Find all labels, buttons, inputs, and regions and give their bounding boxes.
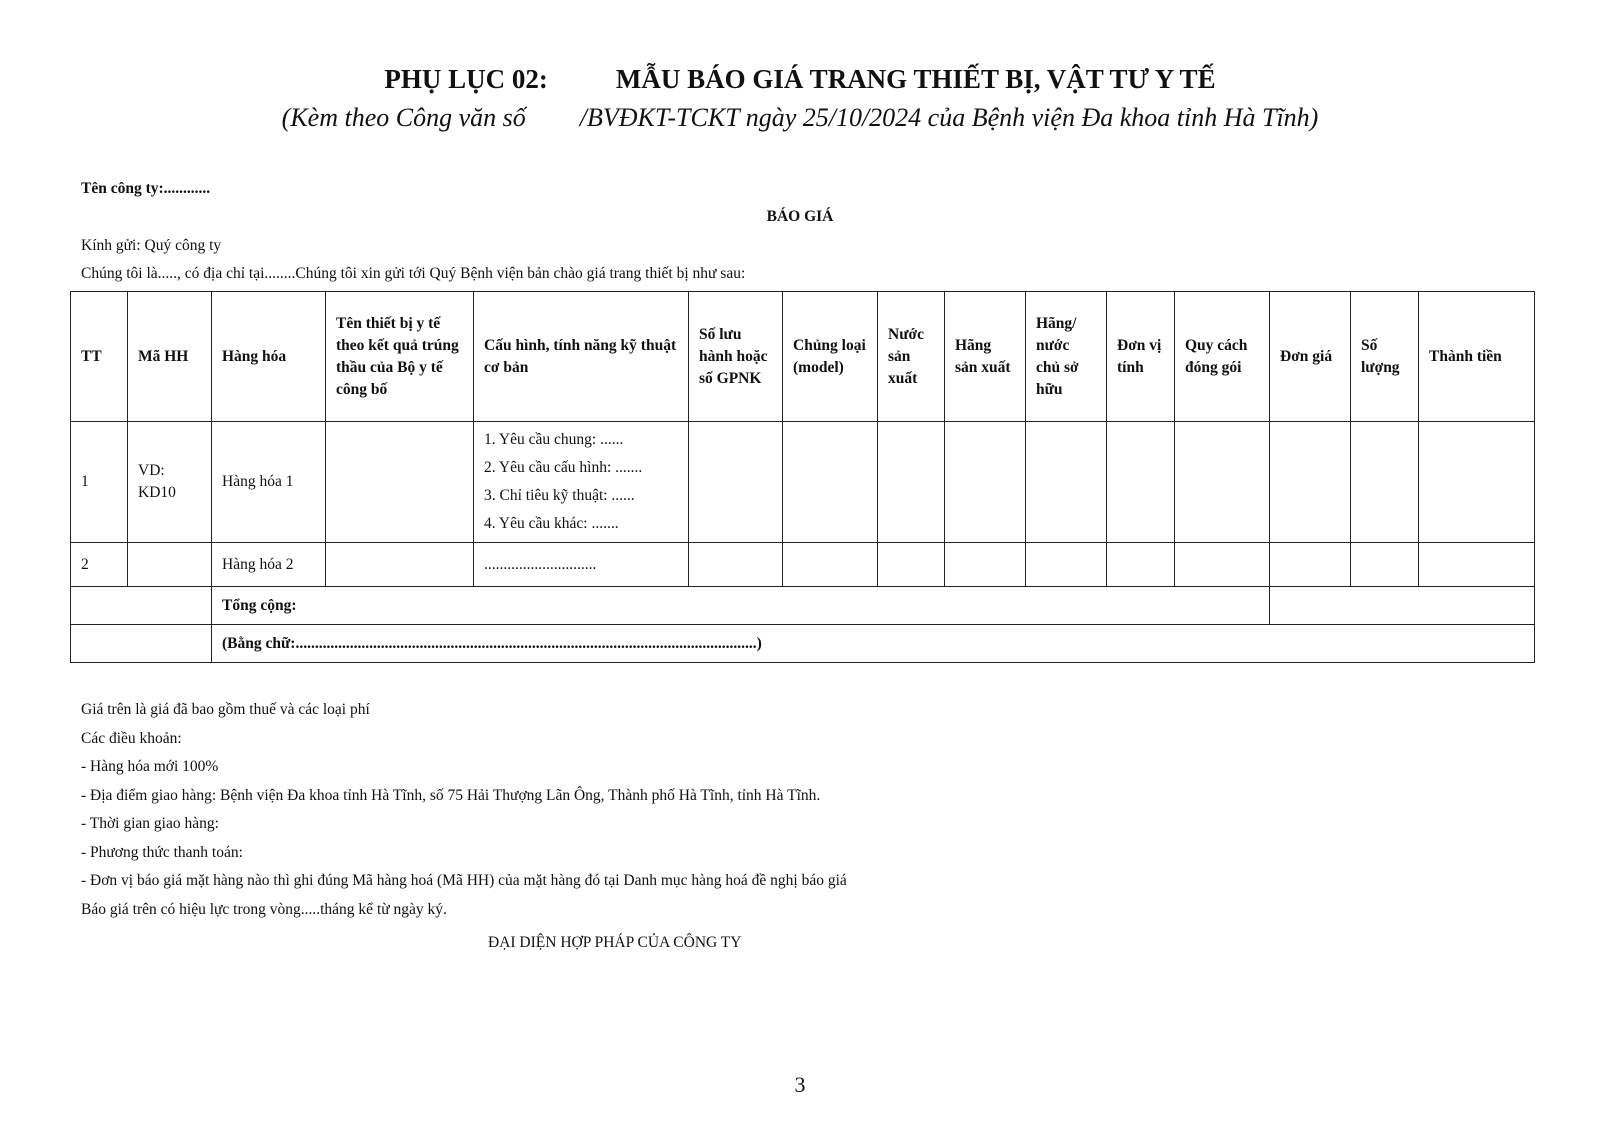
note-delivery-place: - Địa điểm giao hàng: Bệnh viện Đa khoa tỉnh Hà Tĩnh, số 75 Hải Thượng Lãn Ông, Thành phố Hà Tĩnh, tỉnh Hà Tĩnh.	[81, 787, 821, 804]
cell-item: Hàng hóa 1	[212, 422, 326, 543]
note-item-code: - Đơn vị báo giá mặt hàng nào thì ghi đúng Mã hàng hoá (Mã HH) của mặt hàng đó tại Danh mục hàng hoá đề nghị báo giá	[81, 872, 847, 889]
document-subtitle	[0, 103, 1600, 133]
requirement-general: 1. Yêu cầu chung: ......	[484, 431, 624, 448]
cell-owner	[1026, 543, 1107, 587]
cell-packaging	[1175, 422, 1270, 543]
cell-code	[128, 543, 212, 587]
cell-country	[878, 543, 945, 587]
header-item: Hàng hóa	[212, 292, 326, 422]
header-country: Nước sản xuất	[878, 292, 945, 422]
header-unit-price: Đơn giá	[1270, 292, 1351, 422]
cell-license	[689, 422, 783, 543]
greeting: Kính gửi: Quý công ty	[81, 237, 222, 254]
intro-text: Chúng tôi là....., có địa chỉ tại........Chúng tôi xin gửi tới Quý Bệnh viện bản chào giá trang thiết bị như sau:	[81, 265, 746, 282]
cell-license	[689, 543, 783, 587]
note-terms-heading: Các điều khoản:	[81, 730, 182, 747]
cell-device-name	[326, 422, 474, 543]
cell-amount	[1419, 543, 1535, 587]
cell-quantity	[1351, 422, 1419, 543]
header-owner: Hãng/ nước chủ sở hữu	[1026, 292, 1107, 422]
cell-country	[878, 422, 945, 543]
header-amount: Thành tiền	[1419, 292, 1535, 422]
header-manufacturer: Hãng sản xuất	[945, 292, 1026, 422]
table-header-row	[71, 292, 1535, 422]
cell-code: VD: KD10	[128, 422, 212, 543]
header-model: Chủng loại (model)	[783, 292, 878, 422]
in-words-blank-cell	[71, 625, 212, 663]
appendix-label: PHỤ LỤC 02:	[384, 64, 548, 94]
cell-packaging	[1175, 543, 1270, 587]
cell-specs: .............................	[474, 543, 689, 587]
quote-heading: BÁO GIÁ	[766, 208, 834, 225]
cell-owner	[1026, 422, 1107, 543]
header-device-name: Tên thiết bị y tế theo kết quả trúng thầu của Bộ y tế công bố	[326, 292, 474, 422]
cell-amount	[1419, 422, 1535, 543]
total-row	[71, 587, 1535, 625]
in-words-text: (Bằng chữ:.......................................................................................................................)	[212, 625, 1535, 663]
cell-model	[783, 543, 878, 587]
total-blank-cell	[71, 587, 212, 625]
header-packaging: Quy cách đóng gói	[1175, 292, 1270, 422]
cell-model	[783, 422, 878, 543]
note-delivery-time: - Thời gian giao hàng:	[81, 815, 219, 832]
form-title: MẪU BÁO GIÁ TRANG THIẾT BỊ, VẬT TƯ Y TẾ	[615, 64, 1216, 94]
table-row	[71, 543, 1535, 587]
note-price-includes-tax: Giá trên là giá đã bao gồm thuế và các loại phí	[81, 701, 370, 718]
header-tt: TT	[71, 292, 128, 422]
cell-unit	[1107, 543, 1175, 587]
requirement-config: 2. Yêu cầu cấu hình: .......	[484, 459, 643, 476]
note-payment-method: - Phương thức thanh toán:	[81, 844, 243, 861]
cell-quantity	[1351, 543, 1419, 587]
cell-manufacturer	[945, 543, 1026, 587]
header-license: Số lưu hành hoặc số GPNK	[689, 292, 783, 422]
subtitle-part-1: (Kèm theo Công văn số	[281, 103, 526, 132]
cell-unit-price	[1270, 543, 1351, 587]
note-new-goods: - Hàng hóa mới 100%	[81, 758, 219, 775]
cell-unit	[1107, 422, 1175, 543]
requirement-technical: 3. Chỉ tiêu kỹ thuật: ......	[484, 487, 635, 504]
cell-device-name	[326, 543, 474, 587]
company-name: Tên công ty:............	[81, 180, 211, 197]
cell-specs	[474, 422, 689, 543]
subtitle-part-2: /BVĐKT-TCKT ngày 25/10/2024 của Bệnh viện Đa khoa tỉnh Hà Tĩnh)	[579, 103, 1319, 132]
header-code: Mã HH	[128, 292, 212, 422]
total-label: Tổng cộng:	[212, 587, 1270, 625]
table-row	[71, 422, 1535, 543]
cell-item: Hàng hóa 2	[212, 543, 326, 587]
note-validity: Báo giá trên có hiệu lực trong vòng.....tháng kể từ ngày ký.	[81, 901, 447, 918]
cell-tt: 1	[71, 422, 128, 543]
header-unit: Đơn vị tính	[1107, 292, 1175, 422]
cell-unit-price	[1270, 422, 1351, 543]
document-title	[0, 64, 1600, 95]
header-specs: Cấu hình, tính năng kỹ thuật cơ bản	[474, 292, 689, 422]
header-quantity: Số lượng	[1351, 292, 1419, 422]
page-number: 3	[794, 1072, 806, 1097]
cell-manufacturer	[945, 422, 1026, 543]
total-amount-cell	[1270, 587, 1535, 625]
requirement-other: 4. Yêu cầu khác: .......	[484, 515, 619, 532]
quote-table	[70, 291, 1535, 663]
in-words-row	[71, 625, 1535, 663]
signature-label: ĐẠI DIỆN HỢP PHÁP CỦA CÔNG TY	[488, 934, 742, 951]
cell-tt: 2	[71, 543, 128, 587]
